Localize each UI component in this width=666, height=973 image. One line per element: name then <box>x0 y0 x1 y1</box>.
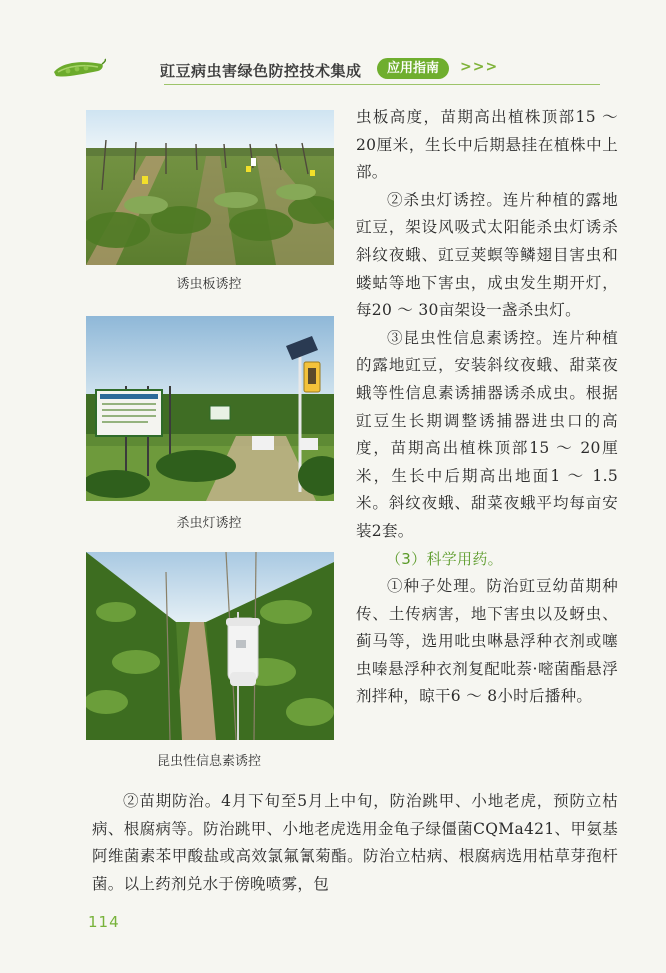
paragraph: ③昆虫性信息素诱控。连片种植的露地豇豆，安装斜纹夜蛾、甜菜夜蛾等性信息素诱捕器诱杀成虫。根据豇豆生长期调整诱捕器进虫口的高度，苗期高出植株顶部15 ～ 20厘米，生长中后期高出地面1 ～ 1.5米。斜纹夜蛾、甜菜夜蛾平均每亩安装2套。 <box>356 328 618 540</box>
pheromone-trap-photo <box>86 552 334 740</box>
insect-lamp-photo <box>86 316 334 501</box>
body-column <box>356 104 618 711</box>
header-title: 豇豆病虫害绿色防控技术集成 <box>160 62 362 80</box>
section-badge: 应用指南 <box>377 58 449 79</box>
figure-caption: 诱虫板诱控 <box>176 277 242 292</box>
header-divider <box>164 84 600 85</box>
figure-caption: 杀虫灯诱控 <box>176 516 242 531</box>
section-subheading: （3）科学用药。 <box>386 549 503 568</box>
figure-caption: 昆虫性信息素诱控 <box>156 754 261 769</box>
paragraph: ②苗期防治。4月下旬至5月上中旬，防治跳甲、小地老虎，预防立枯病、根腐病等。防治跳甲、小地老虎选用金龟子绿僵菌CQMa421、甲氨基阿维菌素苯甲酸盐或高效氯氟氰菊酯。防治立枯病、根腐病选用枯草芽孢杆菌。以上药剂兑水于傍晚喷雾，包 <box>92 792 618 893</box>
paragraph: ②杀虫灯诱控。连片种植的露地豇豆，架设风吸式太阳能杀虫灯诱杀斜纹夜蛾、豇豆荚螟等鳞翅目害虫和蝼蛄等地下害虫，成虫发生期开灯，每20 ～ 30亩架设一盏杀虫灯。 <box>356 190 618 320</box>
page-number: 114 <box>88 913 120 931</box>
body-full-width <box>92 788 618 898</box>
paragraph: ①种子处理。防治豇豆幼苗期种传、土传病害，地下害虫以及蚜虫、蓟马等，选用吡虫啉悬浮种衣剂或噻虫嗪悬浮种衣剂复配吡萘·嘧菌酯悬浮剂拌种，晾干6 ～ 8小时后播种。 <box>356 577 618 706</box>
paragraph: 虫板高度，苗期高出植株顶部15 ～ 20厘米，生长中后期悬挂在植株中上部。 <box>356 108 618 182</box>
page-header <box>52 50 612 82</box>
chevrons-right-icon: >>> <box>460 59 499 75</box>
green-bean-pod-icon <box>52 58 106 84</box>
sticky-trap-photo <box>86 110 334 265</box>
